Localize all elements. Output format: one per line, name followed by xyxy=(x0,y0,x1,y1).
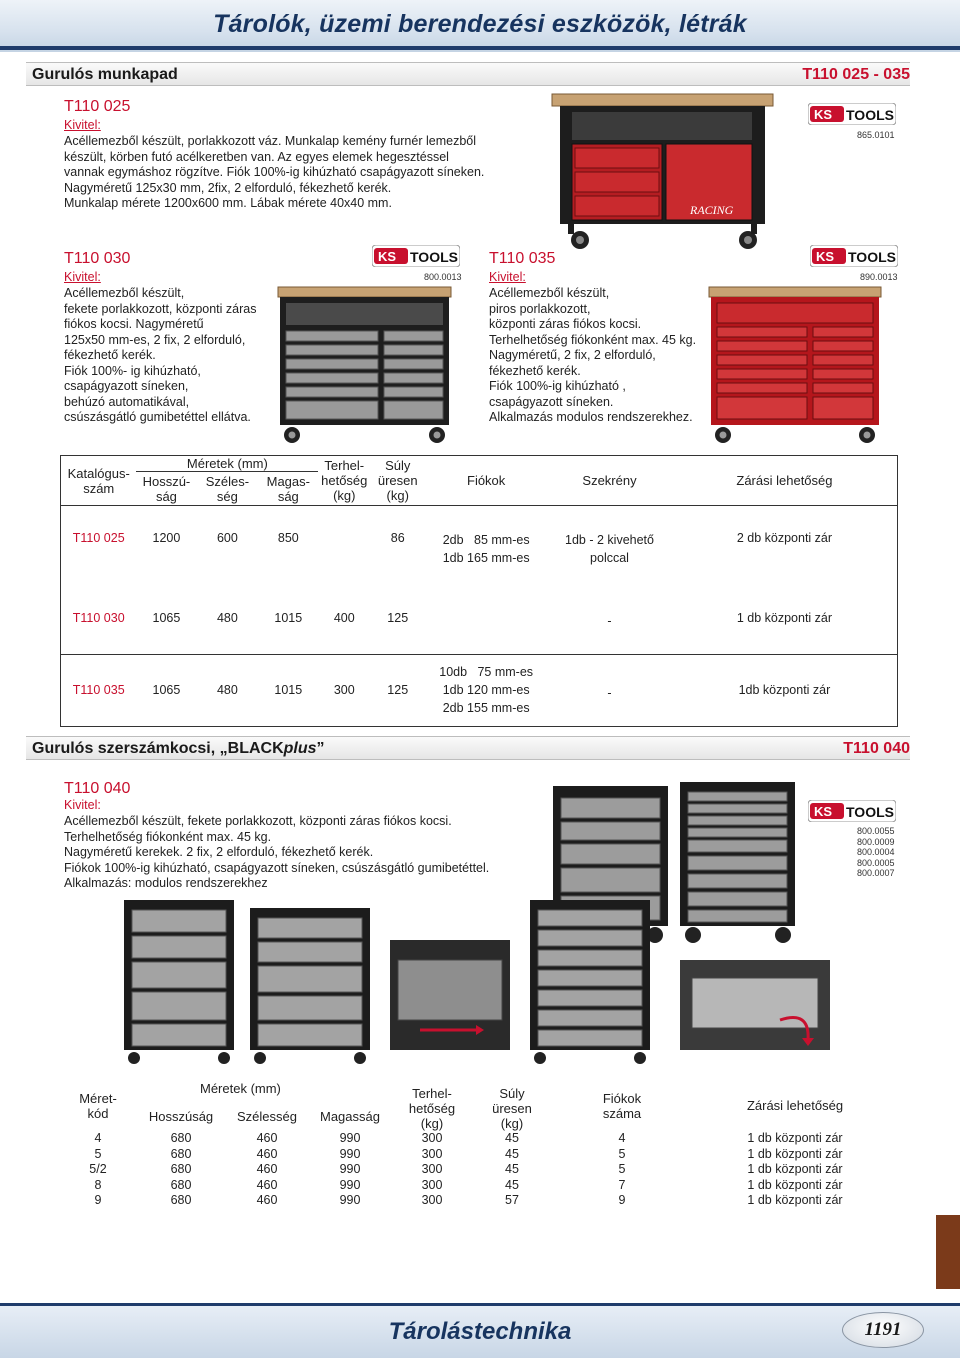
svg-text:KS: KS xyxy=(814,107,833,122)
product-description: Acéllemezből készült, piros porlakkozott, központi záras fiókos kocsi. Terhelhetőség fiókonként max. 45 kg. Nagyméretű, 2 fix, 2 elforduló, fékezhető kerék. Fiók 100%-ig kihúzható , csapágyazott síneken. Alkalmazás modulos rendszerekhez. xyxy=(489,286,697,424)
cell-weight: 57 xyxy=(505,1193,519,1207)
cell-drawers xyxy=(425,582,547,654)
table-row xyxy=(60,1147,898,1163)
product-code-t110040: T110 040 xyxy=(64,780,131,797)
cell-load: 300 xyxy=(421,1146,443,1161)
col-catalog: Katalógus- szám xyxy=(67,465,130,496)
cell-code: 9 xyxy=(94,1193,102,1207)
cell-weight: 86 xyxy=(390,531,405,545)
cell-lock: 1 db központi zár xyxy=(747,1146,843,1161)
cell-width: 460 xyxy=(256,1177,278,1192)
cell-lock: 1 db központi zár xyxy=(747,1193,843,1207)
col-load: Terhel- hetőség (kg) xyxy=(321,458,368,503)
product-code-t110030: T110 030 xyxy=(64,250,131,267)
cell-length: 1065 xyxy=(152,610,181,625)
ks-tools-logo xyxy=(372,245,460,267)
cell-code: 8 xyxy=(94,1177,102,1192)
cell-height: 990 xyxy=(339,1131,361,1145)
cell-weight: 45 xyxy=(505,1131,519,1145)
article-number: 800.0013 xyxy=(424,272,462,282)
cell-height: 990 xyxy=(339,1146,361,1161)
cell-lock: 2 db központi zár xyxy=(736,531,833,545)
svg-text:KS: KS xyxy=(378,249,397,264)
ks-tools-logo xyxy=(808,103,896,125)
cabinet-line: polccal xyxy=(590,551,629,565)
col-drawers: Fiókok xyxy=(467,473,506,488)
table-row xyxy=(60,1131,898,1147)
drawer-line: 1db 165 mm-es xyxy=(442,551,530,565)
section-bar-blackplus xyxy=(26,736,910,760)
cell-length: 680 xyxy=(170,1193,192,1207)
kivitel-label: Kivitel: xyxy=(489,270,526,284)
drawer-line: 2db 85 mm-es xyxy=(442,533,530,547)
section-bar-workbench xyxy=(26,62,910,86)
cell-code: 4 xyxy=(94,1131,102,1145)
cell-width: 460 xyxy=(256,1131,278,1145)
col-cabinet: Szekrény xyxy=(582,473,637,488)
cell-load: 300 xyxy=(421,1162,443,1176)
chapter-tab xyxy=(936,1215,960,1289)
cell-drawers: 5 xyxy=(618,1162,626,1176)
svg-text:TOOLS: TOOLS xyxy=(846,107,894,123)
table-row xyxy=(60,1162,898,1178)
cell-width: 460 xyxy=(256,1146,278,1161)
col-length: Hosszú- ság xyxy=(136,472,196,506)
article-number: 865.0101 xyxy=(857,130,895,140)
cell-width: 600 xyxy=(216,531,238,545)
cell-code: 5 xyxy=(94,1146,102,1161)
blackplus-spec-table xyxy=(60,1080,898,1209)
col-height: Magasság xyxy=(320,1109,380,1125)
footer-title: Tárolástechnika xyxy=(388,1318,572,1345)
section-code: T110 025 - 035 xyxy=(802,66,910,83)
product-code-t110025: T110 025 xyxy=(64,98,131,115)
drawer-line: 10db 75 mm-es xyxy=(439,665,534,680)
cell-cabinet: - xyxy=(607,613,612,628)
cell-width: 460 xyxy=(256,1162,278,1176)
cell-weight: 45 xyxy=(505,1146,519,1161)
cell-lock: 1 db központi zár xyxy=(747,1162,843,1176)
cabinet-line: 1db - 2 kivehető xyxy=(565,533,654,547)
cell-lock: 1 db központi zár xyxy=(747,1131,843,1145)
cell-width: 480 xyxy=(216,610,238,625)
table-row xyxy=(60,1193,898,1209)
col-drawers-count: Fiókok száma xyxy=(602,1090,642,1121)
cell-lock: 1 db központi zár xyxy=(736,610,833,625)
cell-width: 460 xyxy=(256,1193,278,1207)
cell-load: 400 xyxy=(333,610,355,625)
col-weight: Súly üresen (kg) xyxy=(377,458,418,503)
cell-length: 680 xyxy=(170,1146,192,1161)
product-description: Acéllemezből készült, porlakkozott váz. Munkalap kemény furnér lemezből készült, körben futó acélkeretben van. Az egyes elemek hegesztéssel vannak egymáshoz rögzítve. Fiók 100%-ig kihúzható csapágyazott síneken. Nagyméretű 125x30 mm, 2fix, 2 elforduló, fékezhető kerék. Munkalap mérete 1200x600 mm. Lábak mérete 40x40 mm. xyxy=(64,134,485,210)
col-width: Szélesség xyxy=(237,1109,297,1125)
cell-drawers: 4 xyxy=(618,1131,626,1145)
black-cart-image xyxy=(272,285,457,445)
section-title: Gurulós munkapad xyxy=(32,66,178,83)
cell-code: T110 035 xyxy=(72,683,125,698)
article-number: 890.0013 xyxy=(860,272,898,282)
cell-height: 850 xyxy=(277,531,299,545)
svg-text:KS: KS xyxy=(816,249,835,264)
workbench-spec-table xyxy=(60,455,898,727)
cell-length: 1065 xyxy=(152,683,181,698)
svg-text:TOOLS: TOOLS xyxy=(848,249,896,265)
cell-width: 480 xyxy=(216,683,238,698)
header-divider xyxy=(0,46,960,50)
cell-height: 990 xyxy=(339,1162,361,1176)
cell-weight: 125 xyxy=(387,610,409,625)
section-title-prefix: Gurulós szerszámkocsi, „BLACK xyxy=(32,740,284,757)
workbench-image xyxy=(550,92,775,252)
col-lock: Zárási lehetőség xyxy=(736,473,833,488)
cell-height: 990 xyxy=(339,1193,361,1207)
col-lock: Zárási lehetőség xyxy=(746,1098,844,1113)
cell-code: T110 025 xyxy=(72,531,125,545)
svg-text:TOOLS: TOOLS xyxy=(846,804,894,820)
product-code-t110035: T110 035 xyxy=(489,250,556,267)
table-row xyxy=(61,582,898,654)
col-load: Terhel- hetőség (kg) xyxy=(408,1086,456,1131)
cell-drawers: 7 xyxy=(618,1177,626,1192)
cell-height: 1015 xyxy=(274,683,303,698)
section-title-italic: plus xyxy=(283,740,317,757)
ks-tools-logo xyxy=(808,800,896,822)
page-header-title: Tárolók, üzemi berendezési eszközök, létrák xyxy=(213,10,747,38)
drawer-line: 1db 120 mm-es xyxy=(442,683,530,698)
cell-weight: 125 xyxy=(387,683,409,698)
cell-cabinet xyxy=(547,506,672,582)
kivitel-label: Kivitel: xyxy=(64,118,101,132)
cell-drawers xyxy=(425,655,547,727)
section-title-suffix: ” xyxy=(316,740,325,757)
cell-lock: 1 db központi zár xyxy=(747,1177,843,1192)
kivitel-label: Kivitel: xyxy=(64,798,101,812)
cell-length: 680 xyxy=(170,1162,192,1176)
svg-text:RACING: RACING xyxy=(690,203,734,217)
ks-tools-logo xyxy=(810,245,898,267)
section-code: T110 040 xyxy=(843,740,910,757)
cell-lock: 1db központi zár xyxy=(738,683,831,698)
col-dimensions: Méretek (mm) xyxy=(186,456,268,471)
cell-drawers: 5 xyxy=(618,1146,626,1161)
cell-code: 5/2 xyxy=(89,1162,107,1176)
product-description: Acéllemezből készült, fekete porlakkozott, központi záras fiókos kocsi. Nagyméretű 125x50 mm-es, 2 fix, 2 elforduló, fékezhető kerék. Fiók 100%- ig kihúzható, csapágyazott síneken, behúzó automatikával, csúszásgátló gumibetéttel ellátva. xyxy=(64,286,257,424)
col-weight: Súly üresen (kg) xyxy=(492,1086,532,1131)
table-row xyxy=(60,1178,898,1194)
page-number: 1191 xyxy=(842,1312,924,1348)
cell-weight: 45 xyxy=(505,1162,519,1176)
svg-text:KS: KS xyxy=(814,804,833,819)
cell-load: 300 xyxy=(421,1131,443,1145)
cell-code: T110 030 xyxy=(72,610,125,625)
product-description: Acéllemezből készült, fekete porlakkozott, központi záras fiókos kocsi. Terhelhetőség fiókonként max. 45 kg. Nagyméretű kerekek. 2 fix, 2 elforduló, fékezhető kerék. Fiókok 100%-ig kihúzható, csapágyazott síneken, csúszásgátló gumibetéttel. Alkalmazás: modulos rendszerekhez xyxy=(64,814,490,890)
blackplus-variants-images xyxy=(120,900,900,1065)
col-height: Magas- ság xyxy=(258,472,318,506)
red-cart-image xyxy=(705,285,885,445)
cell-load: 300 xyxy=(421,1177,443,1192)
section-title xyxy=(32,740,325,758)
cell-length: 680 xyxy=(170,1177,192,1192)
drawer-line: 2db 155 mm-es xyxy=(442,701,530,716)
svg-text:TOOLS: TOOLS xyxy=(410,249,458,265)
article-numbers: 800.0055 800.0009 800.0004 800.0005 800.0007 xyxy=(857,826,895,878)
cell-length: 680 xyxy=(170,1131,192,1145)
table-row xyxy=(61,655,898,727)
cell-weight: 45 xyxy=(505,1177,519,1192)
cell-length: 1200 xyxy=(152,531,181,545)
cell-cabinet: - xyxy=(607,686,612,701)
col-length: Hosszúság xyxy=(148,1109,214,1125)
col-dimensions: Méretek (mm) xyxy=(200,1080,281,1096)
table-row xyxy=(61,506,898,582)
cell-drawers xyxy=(425,506,547,582)
cell-load: 300 xyxy=(333,683,355,698)
cell-height: 1015 xyxy=(274,610,303,625)
kivitel-label: Kivitel: xyxy=(64,270,101,284)
cell-height: 990 xyxy=(339,1177,361,1192)
cell-load xyxy=(318,506,370,582)
col-width: Széles- ség xyxy=(196,472,258,506)
cell-drawers: 9 xyxy=(618,1193,626,1207)
cell-load: 300 xyxy=(421,1193,443,1207)
col-size-code: Méret- kód xyxy=(79,1090,117,1121)
